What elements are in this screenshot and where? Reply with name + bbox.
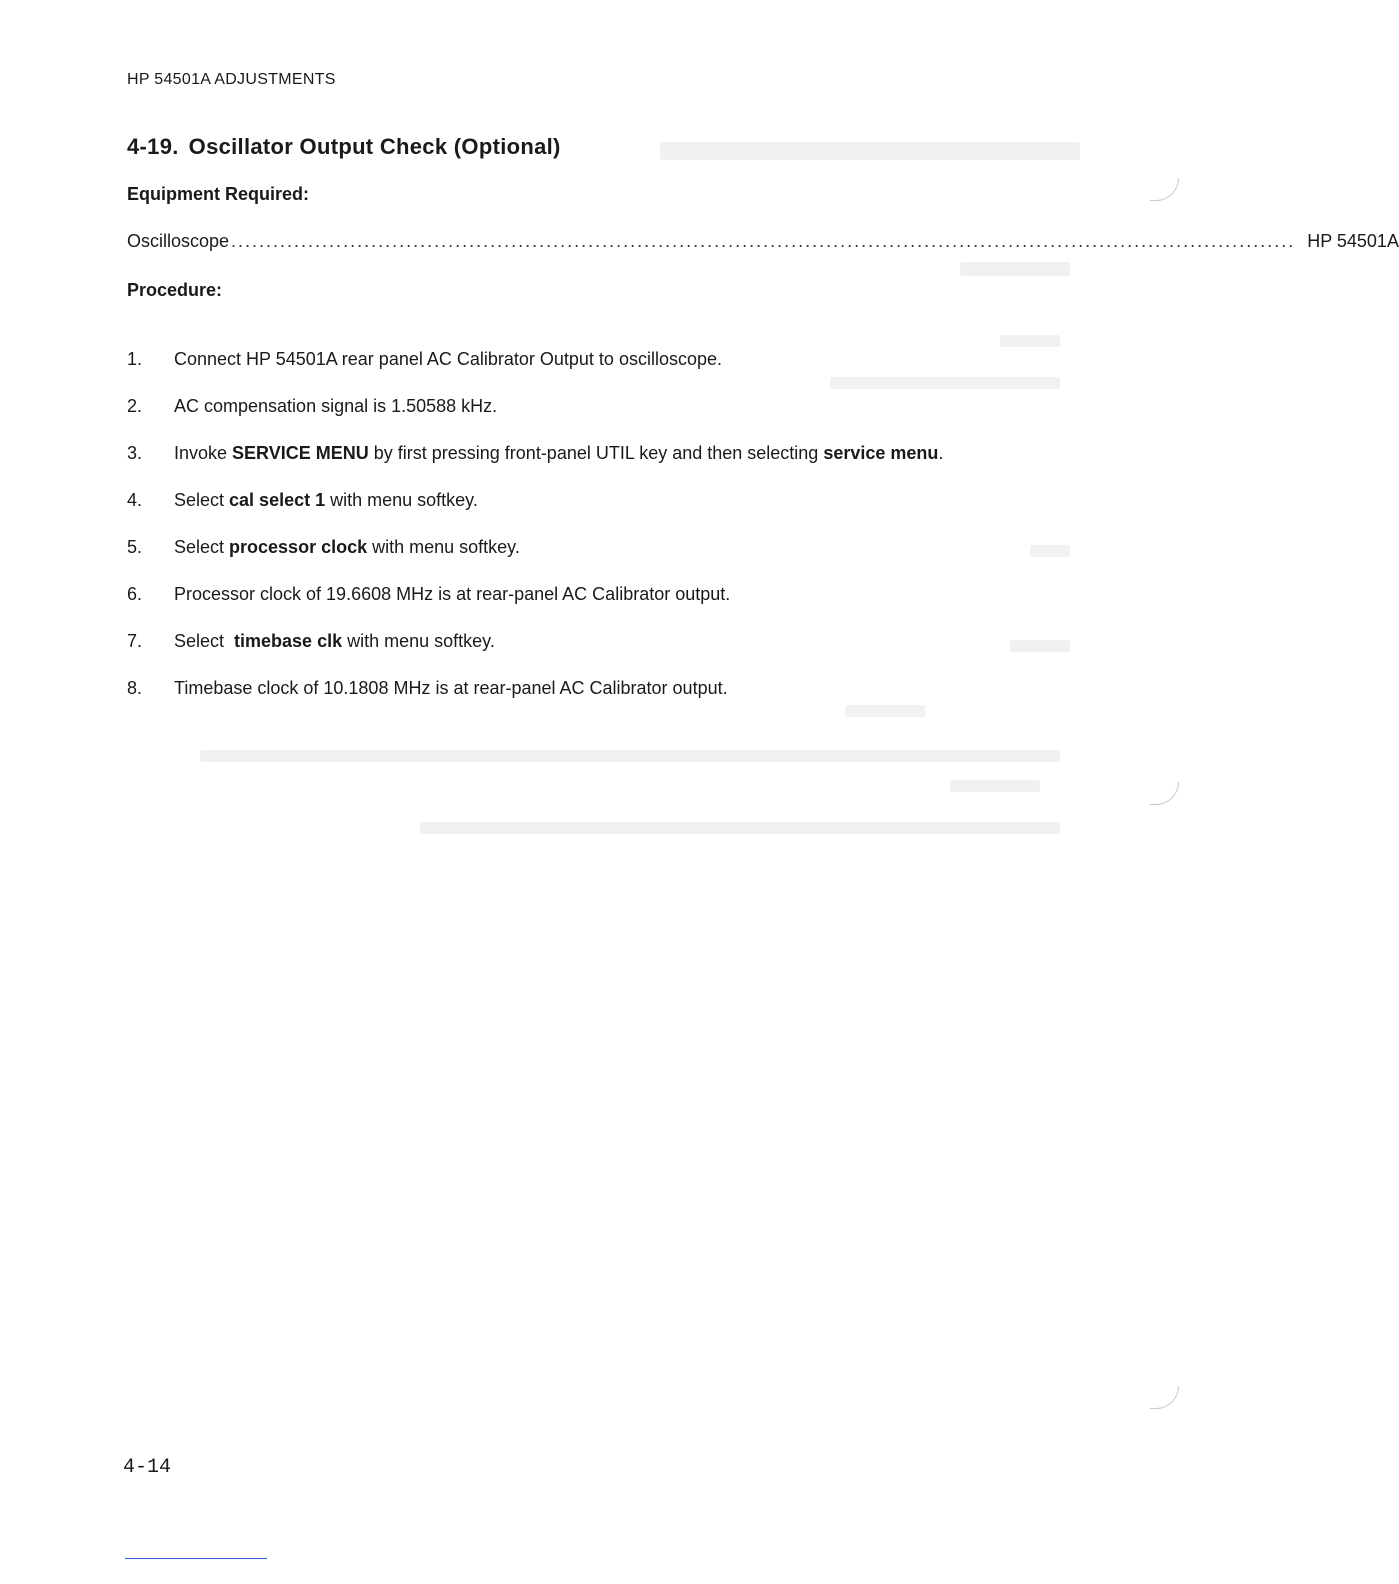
- step-number: 3.: [127, 443, 143, 463]
- section-title-text: Oscillator Output Check (Optional): [188, 134, 561, 159]
- step-number: 6.: [127, 584, 143, 604]
- step-number: 2.: [127, 396, 143, 416]
- menu-item-emphasis: processor clock: [229, 537, 368, 557]
- step-text: AC compensation signal is 1.50588 kHz.: [174, 396, 498, 416]
- section-number: 4-19.: [127, 134, 179, 159]
- bleed-through-artifact: [200, 750, 1060, 762]
- menu-name-emphasis: SERVICE MENU: [232, 443, 369, 463]
- procedure-step: [127, 441, 1027, 465]
- step-text: Processor clock of 19.6608 MHz is at rear-panel AC Calibrator output.: [174, 584, 731, 604]
- procedure-step: [127, 347, 1027, 371]
- step-number: 7.: [127, 631, 143, 651]
- procedure-step: [127, 582, 1027, 606]
- step-number: 1.: [127, 349, 143, 369]
- step-number: 8.: [127, 678, 143, 698]
- bleed-through-artifact: [960, 262, 1070, 276]
- bleed-through-artifact: [420, 822, 1060, 834]
- page-curl-mark: [1150, 178, 1179, 201]
- equipment-heading: Equipment Required:: [127, 184, 310, 204]
- procedure-step: [127, 535, 1027, 559]
- menu-item-emphasis: service menu: [823, 443, 939, 463]
- equipment-name: Oscilloscope: [127, 231, 230, 251]
- step-text: Select cal select 1 with menu softkey.: [174, 490, 478, 510]
- step-text: Connect HP 54501A rear panel AC Calibrator Output to oscilloscope.: [174, 349, 722, 369]
- procedure-steps: [127, 347, 1027, 723]
- step-text: Invoke SERVICE MENU by first pressing front-panel UTIL key and then selecting service menu.: [174, 443, 944, 463]
- step-text: Timebase clock of 10.1808 MHz is at rear-panel AC Calibrator output.: [174, 678, 728, 698]
- equipment-item: [127, 231, 1399, 252]
- running-head: HP 54501A ADJUSTMENTS: [127, 71, 336, 88]
- menu-item-emphasis: cal select 1: [229, 490, 326, 510]
- bleed-through-artifact: [1030, 545, 1070, 557]
- bleed-through-artifact: [660, 142, 1080, 160]
- equipment-model: HP 54501A: [1307, 231, 1399, 251]
- page-number: 4-14: [123, 1456, 172, 1479]
- procedure-step: [127, 676, 1027, 700]
- step-number: 4.: [127, 490, 143, 510]
- step-text: Select processor clock with menu softkey.: [174, 537, 520, 557]
- step-number: 5.: [127, 537, 143, 557]
- step-text: Select timebase clk with menu softkey.: [174, 631, 495, 651]
- dot-leader: ........................................................................................................................................................: [231, 231, 1296, 251]
- page-curl-mark: [1150, 1386, 1179, 1409]
- procedure-step: [127, 488, 1027, 512]
- page-curl-mark: [1150, 782, 1179, 805]
- footer-rule: [125, 1558, 267, 1559]
- procedure-step: [127, 629, 1027, 653]
- procedure-step: [127, 394, 1027, 418]
- bleed-through-artifact: [1000, 335, 1060, 347]
- bleed-through-artifact: [950, 780, 1040, 792]
- procedure-heading: Procedure:: [127, 280, 223, 300]
- menu-item-emphasis: timebase clk: [234, 631, 343, 651]
- section-title: [127, 134, 561, 160]
